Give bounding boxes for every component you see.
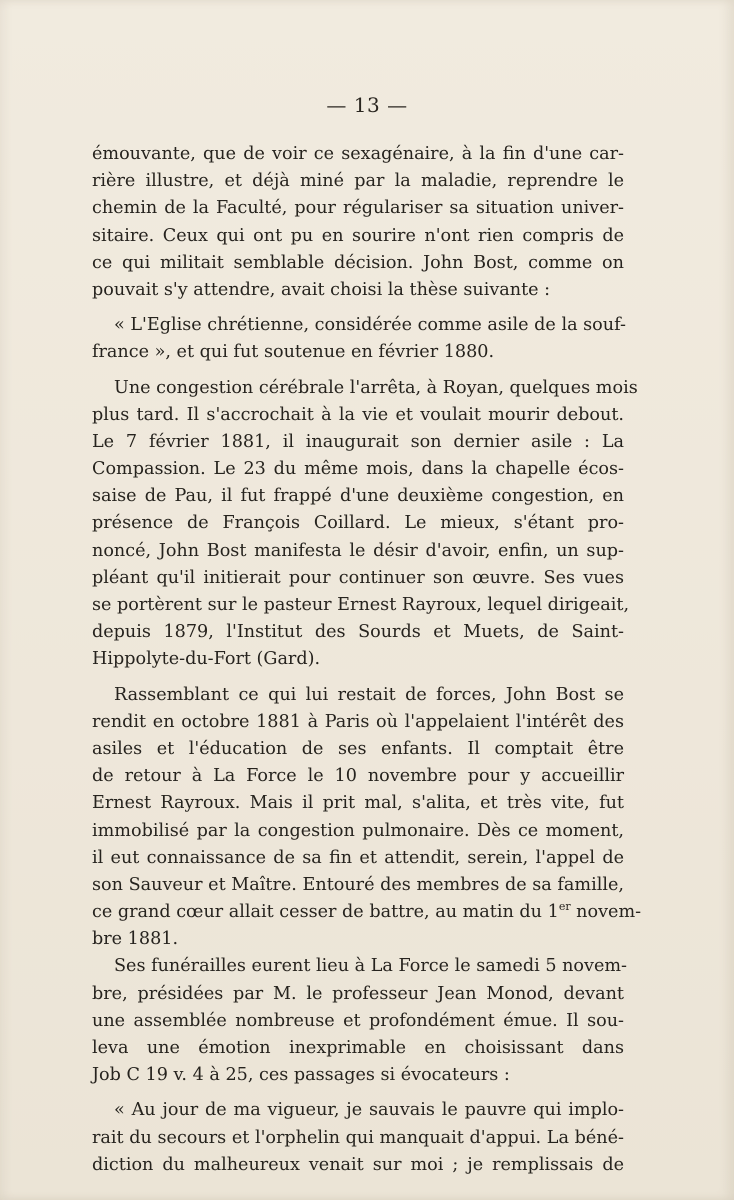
text-line: depuis 1879, l'Institut des Sourds et Muets, de Saint- [92, 622, 624, 643]
paragraph-gap [92, 1089, 624, 1097]
text-line: se portèrent sur le pasteur Ernest Rayroux, lequel dirigeait, [92, 595, 630, 615]
paragraph [92, 682, 642, 954]
text-line: diction du malheureux venait sur moi ; je remplissais de [92, 1154, 624, 1175]
page-number: — 13 — [326, 93, 408, 117]
text-line: il eut connaissance de sa fin et attendit, serein, l'appel de [92, 847, 624, 868]
text-line: Une congestion cérébrale l'arrêta, à Royan, quelques mois [114, 377, 638, 398]
text-line: asiles et l'éducation de ses enfants. Il comptait être [92, 738, 624, 759]
body-text [92, 141, 642, 1179]
text-line: noncé, John Bost manifesta le désir d'avoir, enfin, un sup- [92, 540, 624, 561]
text-line: son Sauveur et Maître. Entouré des membres de sa famille, [92, 874, 624, 895]
text-line: présence de François Coillard. Le mieux, s'étant pro- [92, 513, 624, 534]
text-line: france », et qui fut soutenue en février 1880. [92, 342, 495, 363]
text-line: de retour à La Force le 10 novembre pour y accueillir [92, 766, 624, 787]
text-line: saise de Pau, il fut frappé d'une deuxième congestion, en [92, 486, 624, 507]
text-line: ce grand cœur allait cesser de battre, au matin du 1er novem- [92, 900, 642, 923]
text-line: « L'Eglise chrétienne, considérée comme asile de la souf- [114, 315, 626, 336]
text-line: pouvait s'y attendre, avait choisi la thèse suivante : [92, 279, 551, 300]
text-line: leva une émotion inexprimable en choisissant dans [92, 1038, 624, 1058]
text-line: plus tard. Il s'accrochait à la vie et voulait mourir debout. [92, 404, 624, 425]
text-line: émouvante, que de voir ce sexagénaire, à la fin d'une car- [92, 144, 624, 164]
text-line: Rassemblant ce qui lui restait de forces, John Bost se [114, 684, 624, 705]
text-line: Hippolyte-du-Fort (Gard). [92, 649, 321, 670]
paragraph [92, 312, 624, 366]
text-line: Job C 19 v. 4 à 25, ces passages si évocateurs : [92, 1065, 510, 1086]
paragraph [92, 375, 638, 674]
text-line: bre, présidées par M. le professeur Jean Monod, devant [92, 983, 624, 1004]
text-line: sitaire. Ceux qui ont pu en sourire n'ont rien compris de [92, 225, 624, 246]
text-line: ce qui militait semblable décision. John Bost, comme on [92, 252, 624, 273]
text-line: une assemblée nombreuse et profondément émue. Il sou- [92, 1010, 624, 1031]
text-line: immobilisé par la congestion pulmonaire. Dès ce moment, [92, 820, 624, 841]
text-line: « Au jour de ma vigueur, je sauvais le pauvre qui implo- [114, 1100, 624, 1121]
text-line: chemin de la Faculté, pour régulariser sa situation univer- [92, 198, 624, 219]
text-line: bre 1881. [92, 929, 179, 950]
text-line: Ernest Rayroux. Mais il prit mal, s'alita, et très vite, fut [92, 793, 624, 814]
text-line: rière illustre, et déjà miné par la maladie, reprendre le [92, 171, 624, 192]
paragraph-gap [92, 304, 624, 312]
paragraph [92, 141, 624, 304]
paragraph-gap [92, 367, 624, 375]
text-line: pléant qu'il initierait pour continuer son œuvre. Ses vues [92, 567, 624, 588]
paragraph [92, 953, 628, 1089]
paragraph [92, 1097, 624, 1179]
text-line: Ses funérailles eurent lieu à La Force le samedi 5 novem- [114, 956, 628, 977]
text-line: rendit en octobre 1881 à Paris où l'appelaient l'intérêt des [92, 711, 624, 732]
text-line: rait du secours et l'orphelin qui manquait d'appui. La béné- [92, 1127, 624, 1148]
paragraph-gap [92, 674, 624, 682]
text-line: Le 7 février 1881, il inaugurait son dernier asile : La [92, 431, 624, 452]
text-line: Compassion. Le 23 du même mois, dans la chapelle écos- [92, 459, 624, 480]
